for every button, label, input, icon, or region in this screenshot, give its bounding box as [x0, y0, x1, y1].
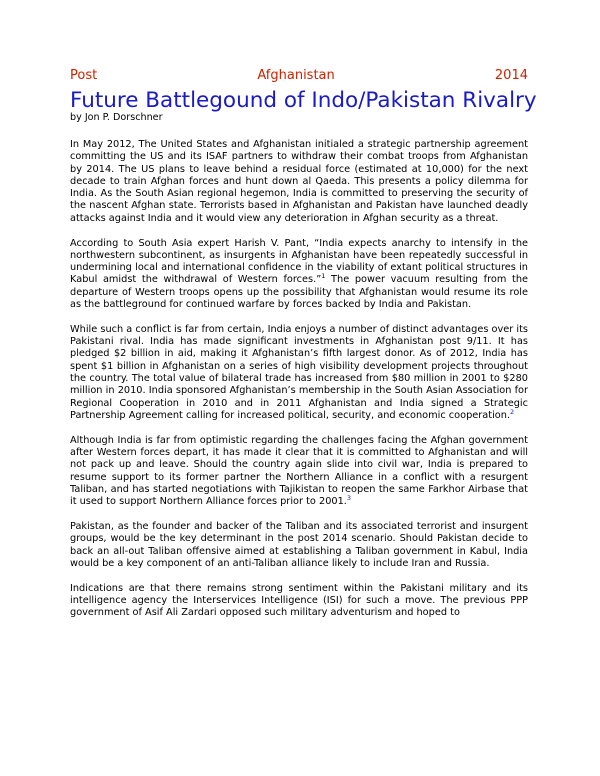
paragraph-5: Pakistan, as the founder and backer of the Taliban and its associated terrorist and insurgent groups, would be the key determinant in the post 2014 scenario. Should Pakistan decide to back an all-out Taliban offensive aimed at establishing a Taliban government in Kabul, India would be a key component of an anti-Taliban alliance likely to include Iran and Russia.: [70, 521, 528, 569]
paragraph-3: [70, 324, 528, 422]
footnote-ref-2[interactable]: 2: [510, 407, 515, 416]
paragraph-3-text: While such a conflict is far from certain, India enjoys a number of distinct advantages over its Pakistani rival. India has made significant investments in Afghanistan post 9/11. It has pledged $2 billion in aid, making it Afghanistan’s fifth largest donor. As of 2012, India has spent $1 billion in Afghanistan on a series of high visibility development projects throughout the country. The total value of bilateral trade has increased from $80 million in 2001 to $280 million in 2010. India sponsored Afghanistan’s membership in the South Asian Association for Regional Cooperation in 2010 and in 2011 Afghanistan and India signed a Strategic Partnership Agreement calling for increased political, security, and economic cooperation.: [70, 323, 528, 421]
header-center: Afghanistan: [257, 68, 335, 83]
running-header: [70, 68, 528, 84]
page-title: Future Battlegound of Indo/Pakistan Rivalry: [70, 88, 537, 113]
header-right: 2014: [494, 68, 528, 83]
footnote-ref-1: 1: [321, 272, 326, 281]
paragraph-4-text: Although India is far from optimistic regarding the challenges facing the Afghan government after Western forces depart, it has made it clear that it is committed to Afghanistan and will not pack up and leave. Should the country again slide into civil war, India is prepared to resume support to its former partner the Northern Alliance in a conflict with a resurgent Taliban, and has started negotiations with Tajikistan to reopen the same Farkhor Airbase that it used to support Northern Alliance forces prior to 2001.: [70, 434, 528, 508]
footnote-ref-3[interactable]: 3: [346, 493, 352, 502]
paragraph-1: In May 2012, The United States and Afghanistan initialed a strategic partnership agreement committing the US and its ISAF partners to withdraw their combat troops from Afghanistan by 2014. The US plans to leave behind a residual force (estimated at 10,000) for the next decade to train Afghan forces and hunt down al Qaeda. This presents a policy dilemma for India. As the South Asian regional hegemon, India is committed to preserving the security of the nascent Afghan state. Terrorists based in Afghanistan and Pakistan have launched deadly attacks against India and it would view any deterioration in Afghan security as a threat.: [70, 139, 528, 224]
paragraph-4: [70, 435, 528, 509]
byline: by Jon P. Dorschner: [70, 112, 163, 123]
paragraph-6: Indications are that there remains strong sentiment within the Pakistani military and its intelligence agency the Interservices Intelligence (ISI) for such a move. The previous PPP government of Asif Ali Zardari opposed such military adventurism and hoped to: [70, 582, 528, 619]
paragraph-2: [70, 238, 528, 312]
article-body: [70, 139, 528, 632]
paragraph-2-text-b: The power vacuum resulting from the departure of Western troops opens up the possibility that Afghanistan would resume its role as the battleground for continued warfare by forces backed by India and Pakistan.: [70, 274, 528, 311]
header-left: Post: [70, 68, 98, 83]
paragraph-2-text-a: According to South Asia expert Harish V. Pant, “India expects anarchy to intensify in the northwestern subcontinent, as insurgents in Afghanistan have been repeatedly successful in undermining local and international confidence in the viability of extant political structures in Kabul amidst the withdrawal of Western forces.”: [70, 237, 528, 286]
